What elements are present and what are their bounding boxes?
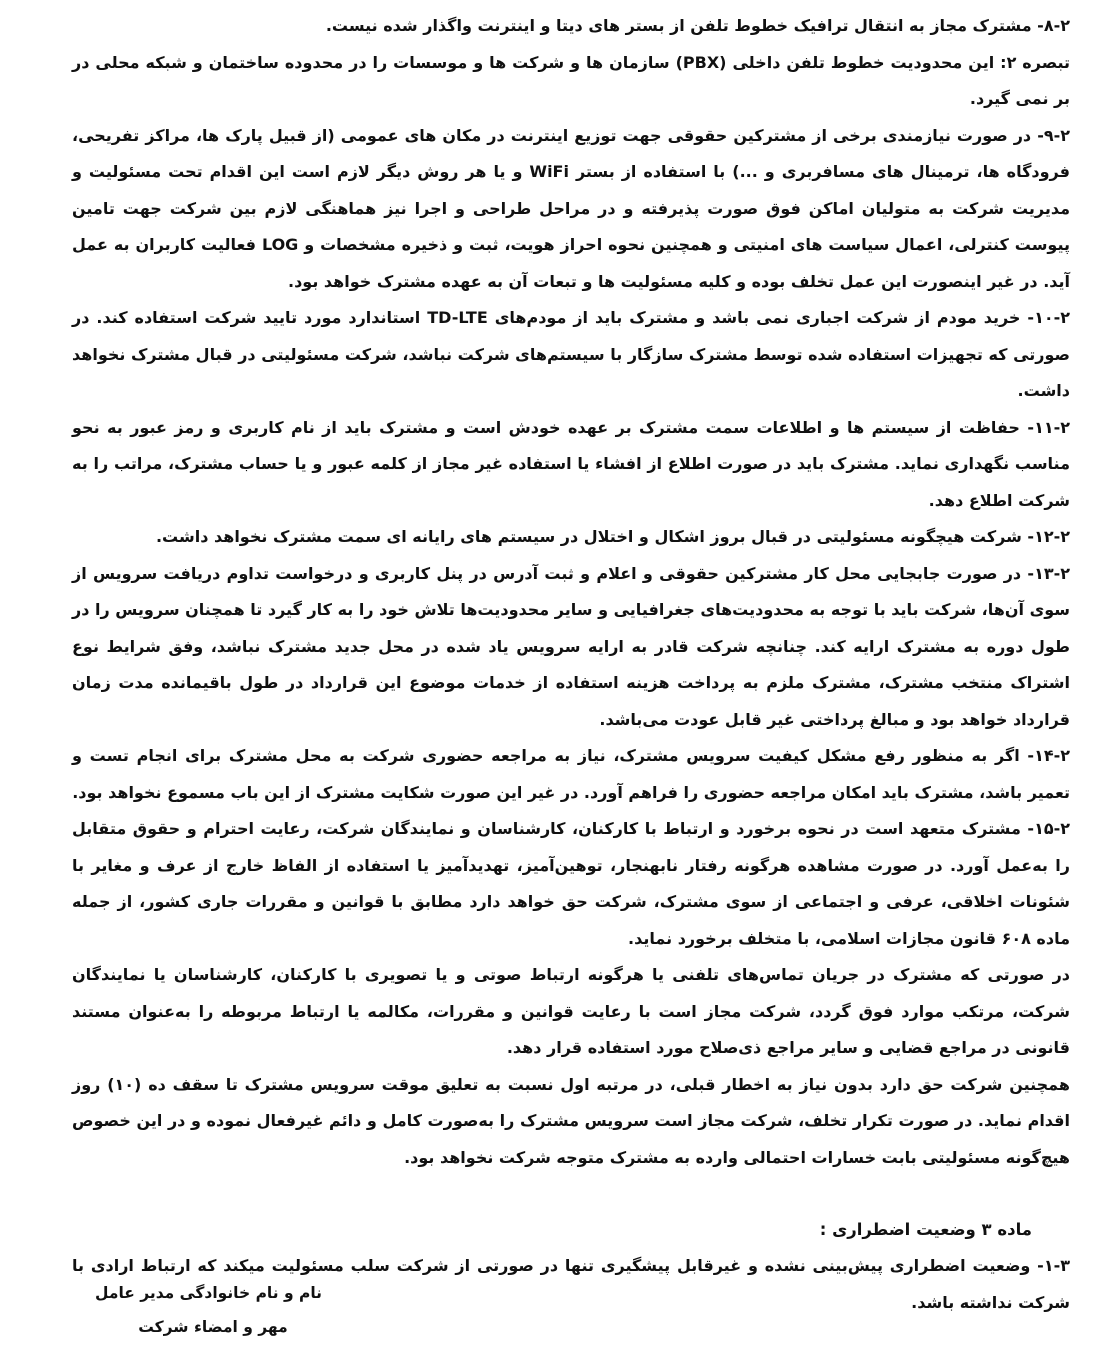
clause-2-11: ۱۱-۲- حفاظت از سیستم ها و اطلاعات سمت مشترک بر عهده خودش است و مشترک باید از نام کاربری و رمز عبور به نحو مناسب نگهداری نماید. مشترک باید در صورت اطلاع از افشاء یا استفاده غیر مجاز از کلمه عبور و یا حساب مشترک، مراتب را به شرکت اطلاع دهد. — [72, 417, 1070, 510]
clause-note-2: تبصره ۲: این محدودیت خطوط تلفن داخلی (PBX) سازمان ها و شرکت ها و موسسات را در محدوده ساختمان و شبکه محلی در بر نمی گیرد. — [72, 52, 1071, 108]
signature-block — [95, 1276, 322, 1344]
clause-2-10: ۱۰-۲- خرید مودم از شرکت اجباری نمی باشد و مشترک باید از مودم‌های TD-LTE استاندارد مورد تایید شرکت استفاده کند. در صورتی که تجهیزات استفاده شده توسط مشترک سازگار با سیستم‌های شرکت نباشد، شرکت مسئولیتی در قبال مشترک نخواهد داشت. — [72, 308, 1071, 400]
clause-2-9: ۹-۲- در صورت نیازمندی برخی از مشترکین حقوقی جهت توزیع اینترنت در مکان های عمومی (از قبیل پارک ها، مراکز تفریحی، فرودگاه ها، ترمینال های مسافربری و ...) با استفاده از بستر WiFi و یا هر روش دیگر لازم است این اقدام تحت مسئولیت و مدیریت شرکت به متولیان اماکن فوق صورت پذیرفته و در مراحل طراحی و اجرا نیز هماهنگی لازم بین شرکت جهت تامین پیوست کنترلی، اعمال سیاست های امنیتی و همچنین نحوه احراز هویت، ثبت و ذخیره مشخصات و LOG فعالیت کاربران به عمل آید. در غیر اینصورت این عمل تخلف بوده و کلیه مسئولیت ها و تبعات آن به عهده مشترک خواهد بود. — [72, 125, 1070, 291]
document-body — [72, 8, 1070, 1321]
ceo-name-label: نام و نام خانوادگی مدیر عامل — [95, 1284, 322, 1302]
clause-2-15-suspension: همچنین شرکت حق دارد بدون نیاز به اخطار قبلی، در مرتبه اول نسبت به تعلیق موقت سرویس مشترک تا سقف ده (۱۰) روز اقدام نماید. در صورت تکرار تخلف، شرکت مجاز است سرویس مشترک را به‌صورت کامل و دائم غیرفعال نموده و در این خصوص هیچ‌گونه مسئولیتی بابت خسارات احتمالی وارده به مشترک متوجه شرکت نخواهد بود. — [72, 1074, 1071, 1167]
clause-2-8: ۸-۲- مشترک مجاز به انتقال ترافیک خطوط تلفن از بستر های دیتا و اینترنت واگذار شده نیست. — [325, 16, 1070, 35]
clause-2-12: ۱۲-۲- شرکت هیچگونه مسئولیتی در قبال بروز اشکال و اختلال در سیستم های رایانه ای سمت مشترک نخواهد داشت. — [155, 527, 1070, 546]
section-3-title: ماده ۳ وضعیت اضطراری : — [819, 1220, 1032, 1239]
clause-2-15-recording: در صورتی که مشترک در جریان تماس‌های تلفنی یا هرگونه ارتباط صوتی و یا تصویری با کارکنان، کارشناسان یا نمایندگان شرکت، مرتکب موارد فوق گردد، شرکت مجاز است با رعایت قوانین و مقررات، مکالمه یا ارتباط مربوطه را به‌عنوان مستند قانونی در مراجع قضایی و سایر مراجع ذی‌صلاح مورد استفاده قرار دهد. — [72, 965, 1070, 1057]
clause-2-13: ۱۳-۲- در صورت جابجایی محل کار مشترکین حقوقی و اعلام و ثبت آدرس در پنل کاربری و درخواست تداوم دریافت سرویس از سوی آن‌ها، شرکت باید با توجه به محدودیت‌های جغرافیایی و سایر محدودیت‌ها تلاش خود را به کار گیرد تا همچنان سرویس را در طول دوره به مشترک ارایه کند. چنانچه شرکت قادر به ارایه سرویس یاد شده در محل جدید مشترک نباشد، وفق شرایط نوع اشتراک منتخب مشترک، مشترک ملزم به پرداخت هزینه استفاده از خدمات موضوع این قرارداد در طول باقیمانده مدت زمان قرارداد خواهد بود و مبالغ پرداختی غیر قابل عودت می‌باشد. — [72, 563, 1070, 729]
clause-2-15: ۱۵-۲- مشترک متعهد است در نحوه برخورد و ارتباط با کارکنان، کارشناسان و نمایندگان شرکت، رعایت احترام و حقوق متقابل را به‌عمل آورد. در صورت مشاهده هرگونه رفتار نابهنجار، توهین‌آمیز، تهدیدآمیز یا استفاده از الفاظ خارج از عرف و مغایر با شئونات اخلاقی، عرفی و اجتماعی از سوی مشترک، شرکت حق خواهد دارد مطابق با قوانین و مقررات جاری کشور، از جمله ماده ۶۰۸ قانون مجازات اسلامی، با متخلف برخورد نماید. — [72, 819, 1070, 948]
clause-3-1: ۱-۳- وضعیت اضطراری پیش‌بینی نشده و غیرقابل پیشگیری تنها در صورتی از شرکت سلب مسئولیت میکند که ارتباط ارادی با شرکت نداشته باشد. — [72, 1256, 1070, 1312]
company-stamp-label: مهر و امضاء شرکت — [138, 1318, 288, 1336]
clause-2-14: ۱۴-۲- اگر به منظور رفع مشکل کیفیت سرویس مشترک، نیاز به مراجعه حضوری شرکت به محل مشترک برای انجام تست و تعمیر باشد، مشترک باید امکان مراجعه حضوری را فراهم آورد. در غیر این صورت شکایت مشترک از این باب مسموع نخواهد بود. — [72, 746, 1070, 802]
